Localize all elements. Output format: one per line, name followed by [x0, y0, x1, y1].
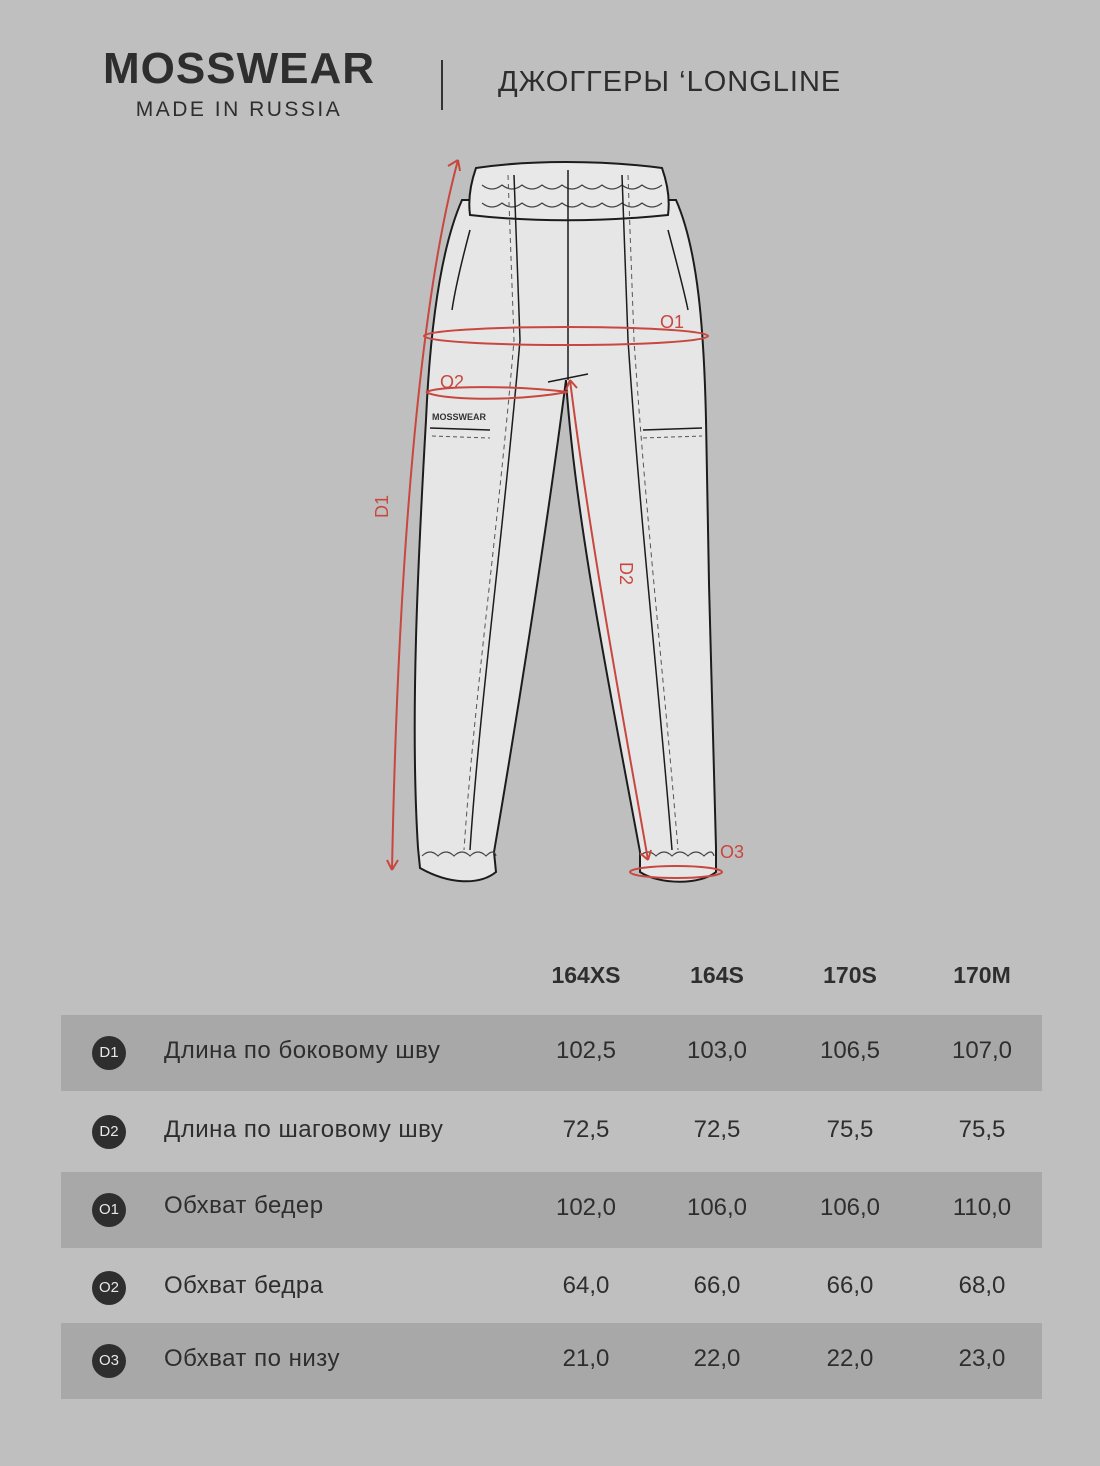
row-value: 68,0 [958, 1272, 1006, 1299]
row-value: 110,0 [952, 1194, 1012, 1221]
row-value: 23,0 [958, 1345, 1006, 1372]
row-value: 22,0 [693, 1345, 741, 1372]
row-value: 66,0 [826, 1272, 874, 1299]
row-value: 106,0 [686, 1194, 748, 1221]
label-d2: D2 [616, 562, 636, 586]
label-d1: D1 [372, 494, 392, 518]
product-title: ДЖОГГЕРЫ ‘LONGLINE [498, 66, 842, 98]
row-code-badge: D1 [92, 1036, 126, 1070]
label-o3: O3 [720, 842, 745, 862]
row-value: 106,0 [819, 1194, 881, 1221]
row-label: Обхват бедра [164, 1272, 324, 1299]
garment-tag-text: MOSSWEAR [432, 412, 486, 422]
row-value: 103,0 [686, 1037, 748, 1064]
row-value: 72,5 [693, 1116, 741, 1143]
table-row [61, 1323, 1042, 1399]
table-row [61, 1094, 1042, 1170]
row-value: 21,0 [562, 1345, 610, 1372]
table-row [61, 1250, 1042, 1326]
row-label: Длина по боковому шву [164, 1037, 441, 1064]
row-code-badge: O3 [92, 1344, 126, 1378]
table-row [61, 1015, 1042, 1091]
row-value: 66,0 [693, 1272, 741, 1299]
size-header-164xs: 164XS [551, 962, 621, 988]
row-code-badge: O1 [92, 1193, 126, 1227]
row-value: 75,5 [826, 1116, 874, 1143]
label-o1: O1 [660, 312, 685, 332]
row-value: 107,0 [951, 1037, 1013, 1064]
row-label: Обхват бедер [164, 1192, 324, 1219]
row-label: Обхват по низу [164, 1345, 340, 1372]
row-value: 106,5 [819, 1037, 881, 1064]
row-value: 22,0 [826, 1345, 874, 1372]
trousers-outline [415, 200, 716, 882]
brand-logo-text: MOSSWEAR [103, 44, 375, 93]
row-value: 64,0 [562, 1272, 610, 1299]
brand-subtitle: MADE IN RUSSIA [135, 98, 343, 121]
row-value: 102,0 [555, 1194, 617, 1221]
waistband [469, 162, 669, 220]
row-value: 102,5 [555, 1037, 617, 1064]
size-header-170s: 170S [823, 962, 877, 988]
row-value: 72,5 [562, 1116, 610, 1143]
size-header-170m: 170M [953, 962, 1011, 988]
row-value: 75,5 [958, 1116, 1006, 1143]
row-label: Длина по шаговому шву [164, 1116, 444, 1143]
row-code-badge: D2 [92, 1115, 126, 1149]
label-o2: O2 [440, 372, 465, 392]
size-header-164s: 164S [690, 962, 744, 988]
row-code-badge: O2 [92, 1271, 126, 1305]
table-row [61, 1172, 1042, 1248]
